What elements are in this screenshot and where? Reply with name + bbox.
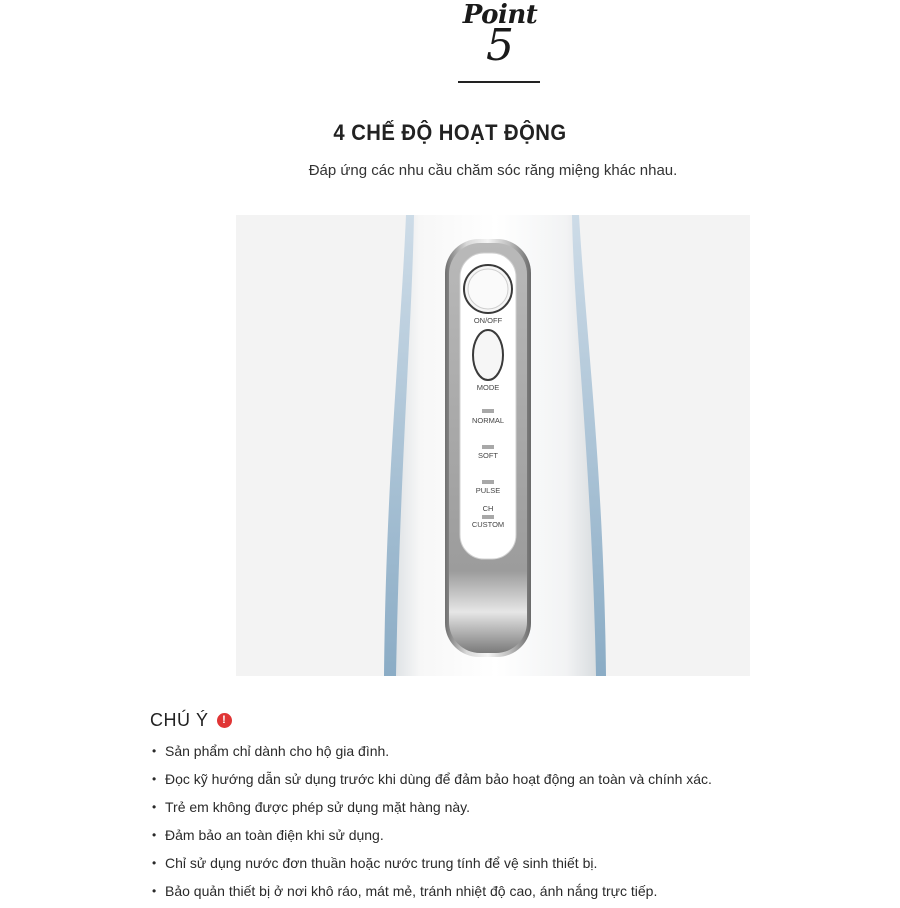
bullet-icon: •	[152, 744, 157, 758]
caution-item	[152, 768, 712, 796]
caution-item-text: Chỉ sử dụng nước đơn thuần hoặc nước trung tính để vệ sinh thiết bị.	[165, 855, 598, 871]
section-subtitle: Đáp ứng các nhu cầu chăm sóc răng miệng khác nhau.	[308, 162, 678, 179]
caution-heading	[150, 710, 232, 731]
warning-icon: !	[217, 713, 232, 728]
caution-list	[152, 740, 712, 908]
caution-item-text: Đọc kỹ hướng dẫn sử dụng trước khi dùng để đảm bảo hoạt động an toàn và chính xác.	[165, 771, 712, 787]
caution-item-text: Đảm bảo an toàn điện khi sử dụng.	[165, 827, 384, 843]
bullet-icon: •	[152, 884, 157, 898]
mode-label: MODE	[476, 383, 500, 392]
caution-item-text: Trẻ em không được phép sử dụng mặt hàng này.	[165, 799, 470, 815]
caution-item	[152, 880, 712, 908]
point-badge	[430, 0, 570, 90]
bullet-icon: •	[152, 800, 157, 814]
point-divider	[458, 81, 540, 83]
caution-item	[152, 824, 712, 852]
point-number: 5	[486, 20, 514, 71]
caution-title: CHÚ Ý	[150, 710, 209, 730]
point-word: Point	[462, 0, 538, 30]
mode-pulse-label: PULSE	[475, 486, 501, 495]
bullet-icon: •	[152, 856, 157, 870]
water-flosser-illustration	[236, 215, 750, 676]
bullet-icon: •	[152, 772, 157, 786]
section-title: 4 CHẾ ĐỘ HOẠT ĐỘNG	[333, 120, 567, 145]
mode-normal-label: NORMAL	[471, 416, 505, 425]
caution-item-text: Sản phẩm chỉ dành cho hộ gia đình.	[165, 743, 390, 759]
on-off-label: ON/OFF	[473, 316, 503, 325]
caution-item	[152, 796, 712, 824]
mode-ch-label: CH	[482, 504, 494, 513]
bullet-icon: •	[152, 828, 157, 842]
caution-item	[152, 740, 712, 768]
caution-item-text: Bảo quản thiết bị ở nơi khô ráo, mát mẻ, tránh nhiệt độ cao, ánh nắng trực tiếp.	[165, 883, 658, 899]
product-image	[236, 215, 750, 676]
mode-custom-label: CUSTOM	[471, 520, 505, 529]
caution-item	[152, 852, 712, 880]
mode-soft-label: SOFT	[478, 451, 498, 460]
